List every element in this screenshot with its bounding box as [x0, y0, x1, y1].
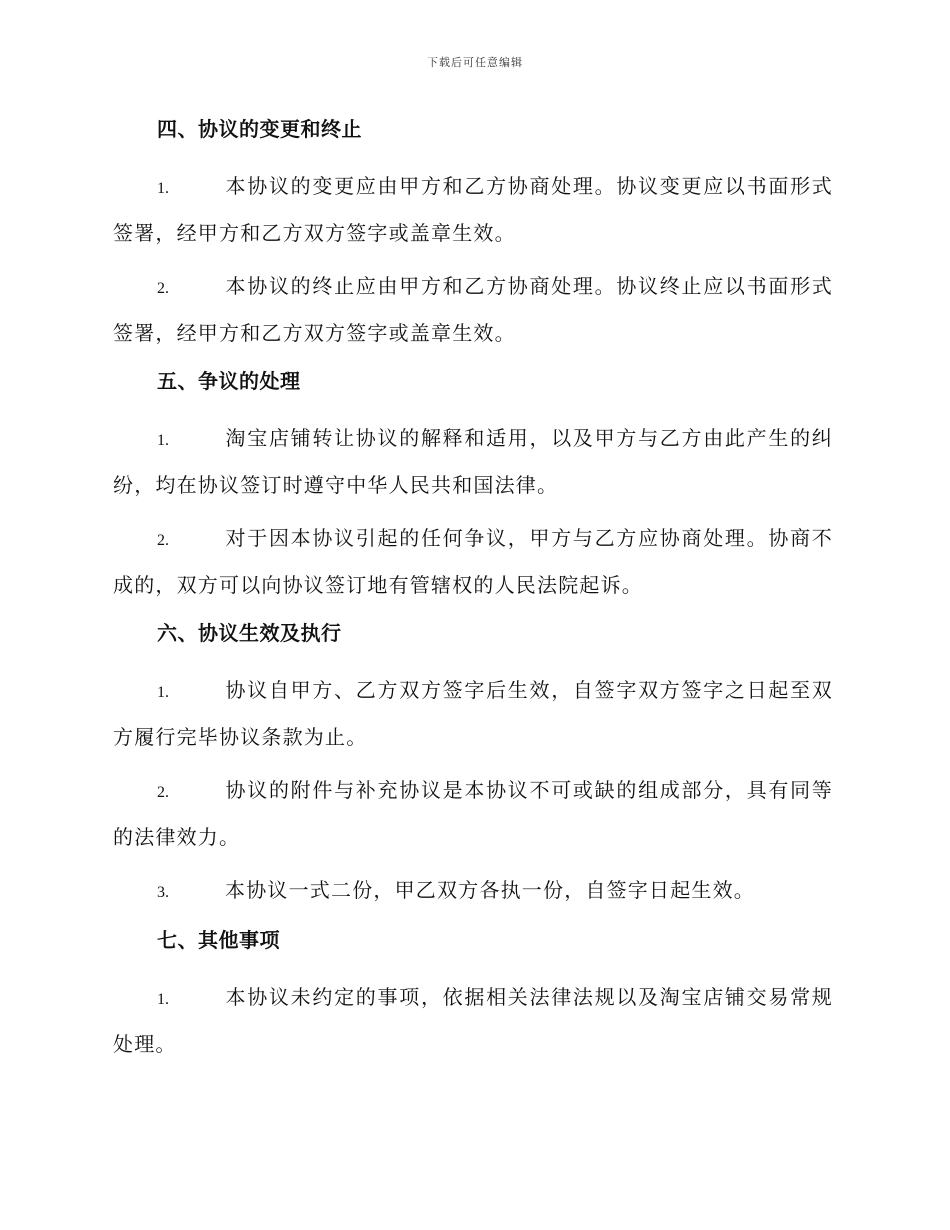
section-dispute-resolution [113, 364, 833, 608]
clause-number: 1. [157, 684, 169, 701]
page-header-note: 下载后可任意编辑 [427, 56, 523, 69]
clause-text: 本协议一式二份，甲乙双方各执一份，自签字日起生效。 [225, 878, 755, 902]
section-title: 四、协议的变更和终止 [157, 117, 362, 141]
clause-text: 本协议未约定的事项，依据相关法律法规以及淘宝店铺交易常规处理。 [113, 985, 833, 1056]
clause-number: 3. [157, 884, 169, 901]
clause [113, 264, 833, 356]
clause [113, 516, 833, 608]
clause [113, 164, 833, 256]
clause [113, 975, 833, 1067]
clause-text: 本协议的终止应由甲方和乙方协商处理。协议终止应以书面形式签署，经甲方和乙方双方签字或盖章生效。 [113, 274, 833, 345]
clause-number: 1. [157, 432, 169, 449]
clause-text: 协议自甲方、乙方双方签字后生效，自签字双方签字之日起至双方履行完毕协议条款为止。 [113, 678, 833, 749]
clause-text: 本协议的变更应由甲方和乙方协商处理。协议变更应以书面形式签署，经甲方和乙方双方签字或盖章生效。 [113, 174, 833, 245]
clause [113, 668, 833, 760]
section-title: 六、协议生效及执行 [157, 621, 342, 645]
section-other-matters [113, 923, 833, 1067]
clause-number: 2. [157, 280, 169, 297]
clause [113, 416, 833, 508]
clause-number: 1. [157, 991, 169, 1008]
clause-text: 协议的附件与补充协议是本协议不可或缺的组成部分，具有同等的法律效力。 [113, 778, 833, 849]
clause [113, 768, 833, 860]
section-title: 七、其他事项 [157, 928, 280, 952]
section-effect-execution [113, 616, 833, 915]
clause-text: 淘宝店铺转让协议的解释和适用，以及甲方与乙方由此产生的纠纷，均在协议签订时遵守中华人民共和国法律。 [113, 426, 833, 497]
clause-number: 2. [157, 532, 169, 549]
section-modification-termination [113, 112, 833, 356]
clause-number: 2. [157, 784, 169, 801]
clause-text: 对于因本协议引起的任何争议，甲方与乙方应协商处理。协商不成的，双方可以向协议签订地有管辖权的人民法院起诉。 [113, 526, 833, 597]
section-title: 五、争议的处理 [157, 369, 301, 393]
document-body [113, 112, 833, 1075]
clause [113, 868, 833, 915]
clause-number: 1. [157, 180, 169, 197]
